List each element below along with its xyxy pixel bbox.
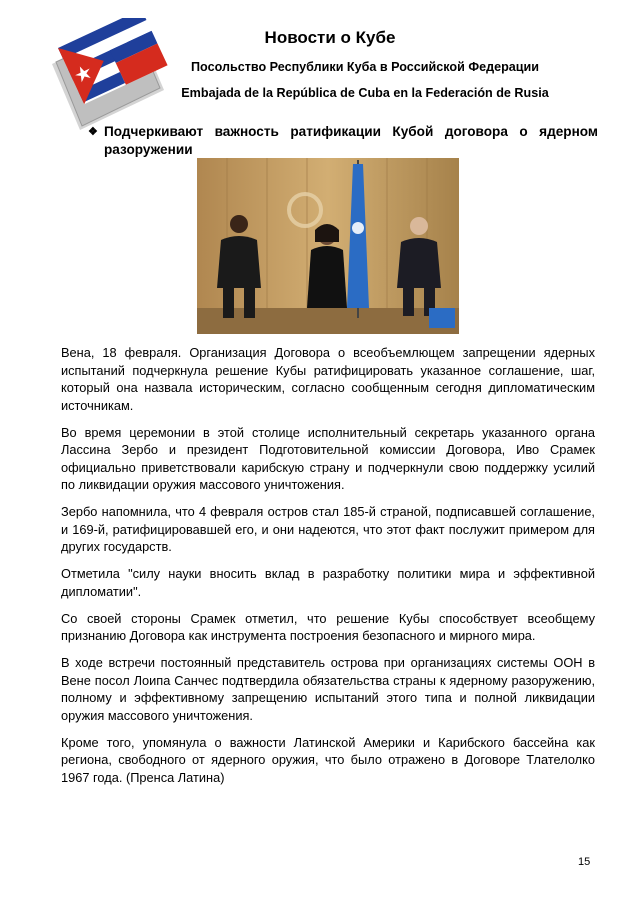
article-headline-text: Подчеркивают важность ратификации Кубой договора о ядерном разоружении xyxy=(104,124,598,157)
article-body xyxy=(61,344,595,796)
newsletter-title: Новости о Кубе xyxy=(264,28,396,47)
paragraph: Во время церемонии в этой столице исполнительный секретарь указанного органа Лассина Зербо и президент Подготовительной комиссии Договора, Иво Срамек официально приветствовали карибскую страну и подчеркнули свою поддержку усилий по ликвидации оружия массового уничтожения. xyxy=(61,424,595,492)
paragraph: В ходе встречи постоянный представитель острова при организациях системы ООН в Вене посол Лоипа Санчес подтвердила обязательства страны к ядерному разоружению, полному и эффективному запрещению испытаний этого типа и полной ликвидации оружия массового уничтожения. xyxy=(61,655,595,723)
paragraph: Кроме того, упомянула о важности Латинской Америки и Карибского бассейна как региона, свободного от ядерного оружия, что было отражено в Договоре Тлателолко 1967 года. (Пренса Латина) xyxy=(61,734,595,785)
paragraph: Вена, 18 февраля. Организация Договора о всеобъемлющем запрещении ядерных испытаний подчеркнула решение Кубы ратифицировать указанное соглашение, шаг, который она назвала историческим, согласно сообщенным сегодня дипломатическим источникам. xyxy=(61,345,595,413)
page-number: 15 xyxy=(578,856,591,868)
cuba-russia-flag-logo xyxy=(38,18,168,136)
paragraph: Отметила "силу науки вносить вклад в разработку политики мира и эффективной дипломатии". xyxy=(61,566,595,599)
paragraph: Со своей стороны Срамек отметил, что решение Кубы способствует всеобщему признанию Договора как инструмента построения безопасного и мирного мира. xyxy=(61,610,595,643)
diamond-bullet-icon: ❖ xyxy=(88,126,98,138)
article-headline xyxy=(84,123,598,159)
paragraph: Зербо напомнила, что 4 февраля остров стал 185-й страной, подписавшей соглашение, и 169-й, ратифицировавшей его, и они надеются, что этот факт послужит примером для других государств. xyxy=(61,504,595,554)
embassy-name-es: Embajada de la República de Cuba en la Federación de Rusia xyxy=(181,86,549,100)
article-photo xyxy=(197,158,459,334)
embassy-name-ru: Посольство Республики Куба в Российской Федерации xyxy=(191,60,539,74)
